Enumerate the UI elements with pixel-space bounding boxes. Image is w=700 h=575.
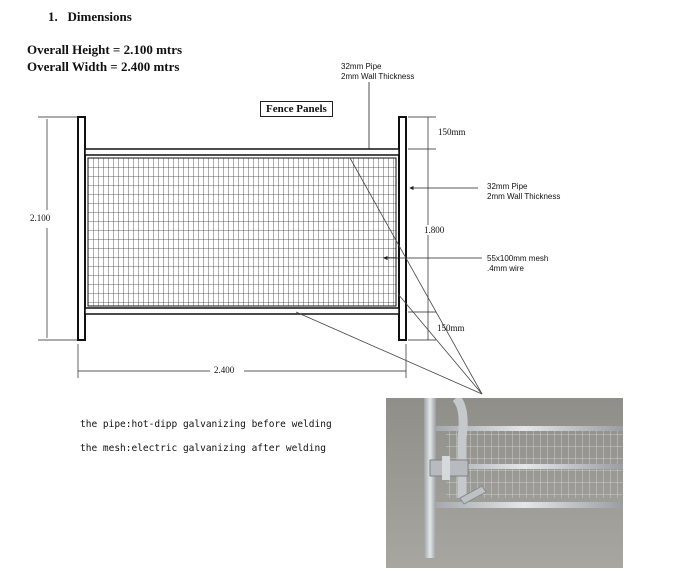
section-title: Dimensions <box>67 9 132 24</box>
pipe-top-note <box>341 62 414 82</box>
left-post <box>78 117 85 340</box>
pipe-side-line2: 2mm Wall Thickness <box>487 192 561 201</box>
dim-total-width: 2.400 <box>214 365 235 375</box>
top-rail <box>85 149 399 155</box>
mesh-infill <box>88 158 396 306</box>
section-number: 1. <box>48 9 58 24</box>
mesh-note <box>487 254 548 274</box>
note-mesh: the mesh:electric galvanizing after welding <box>80 443 326 454</box>
callout-line-clamp <box>398 294 482 394</box>
dim-top-gap: 150mm <box>438 127 466 137</box>
mesh-line1: 55x100mm mesh <box>487 254 549 263</box>
bottom-rail <box>85 308 399 314</box>
pipe-top-line1: 32mm Pipe <box>341 62 382 71</box>
clamp-photo-drawing <box>386 398 623 568</box>
mesh-line2: .4mm wire <box>487 264 524 273</box>
dim-total-height: 2.100 <box>30 213 51 223</box>
pipe-top-line2: 2mm Wall Thickness <box>341 72 415 81</box>
overall-height: Overall Height = 2.100 mtrs <box>27 42 183 57</box>
overall-width: Overall Width = 2.400 mtrs <box>27 59 180 74</box>
pipe-side-note <box>487 182 560 202</box>
note-pipe: the pipe:hot-dipp galvanizing before welding <box>80 419 332 430</box>
right-post <box>399 117 406 340</box>
pipe-side-line1: 32mm Pipe <box>487 182 528 191</box>
fence-panels-label: Fence Panels <box>260 101 333 117</box>
dim-bottom-gap: 150mm <box>437 323 465 333</box>
clamp-detail-photo <box>386 398 623 568</box>
dim-mesh-height: 1.800 <box>424 225 445 235</box>
